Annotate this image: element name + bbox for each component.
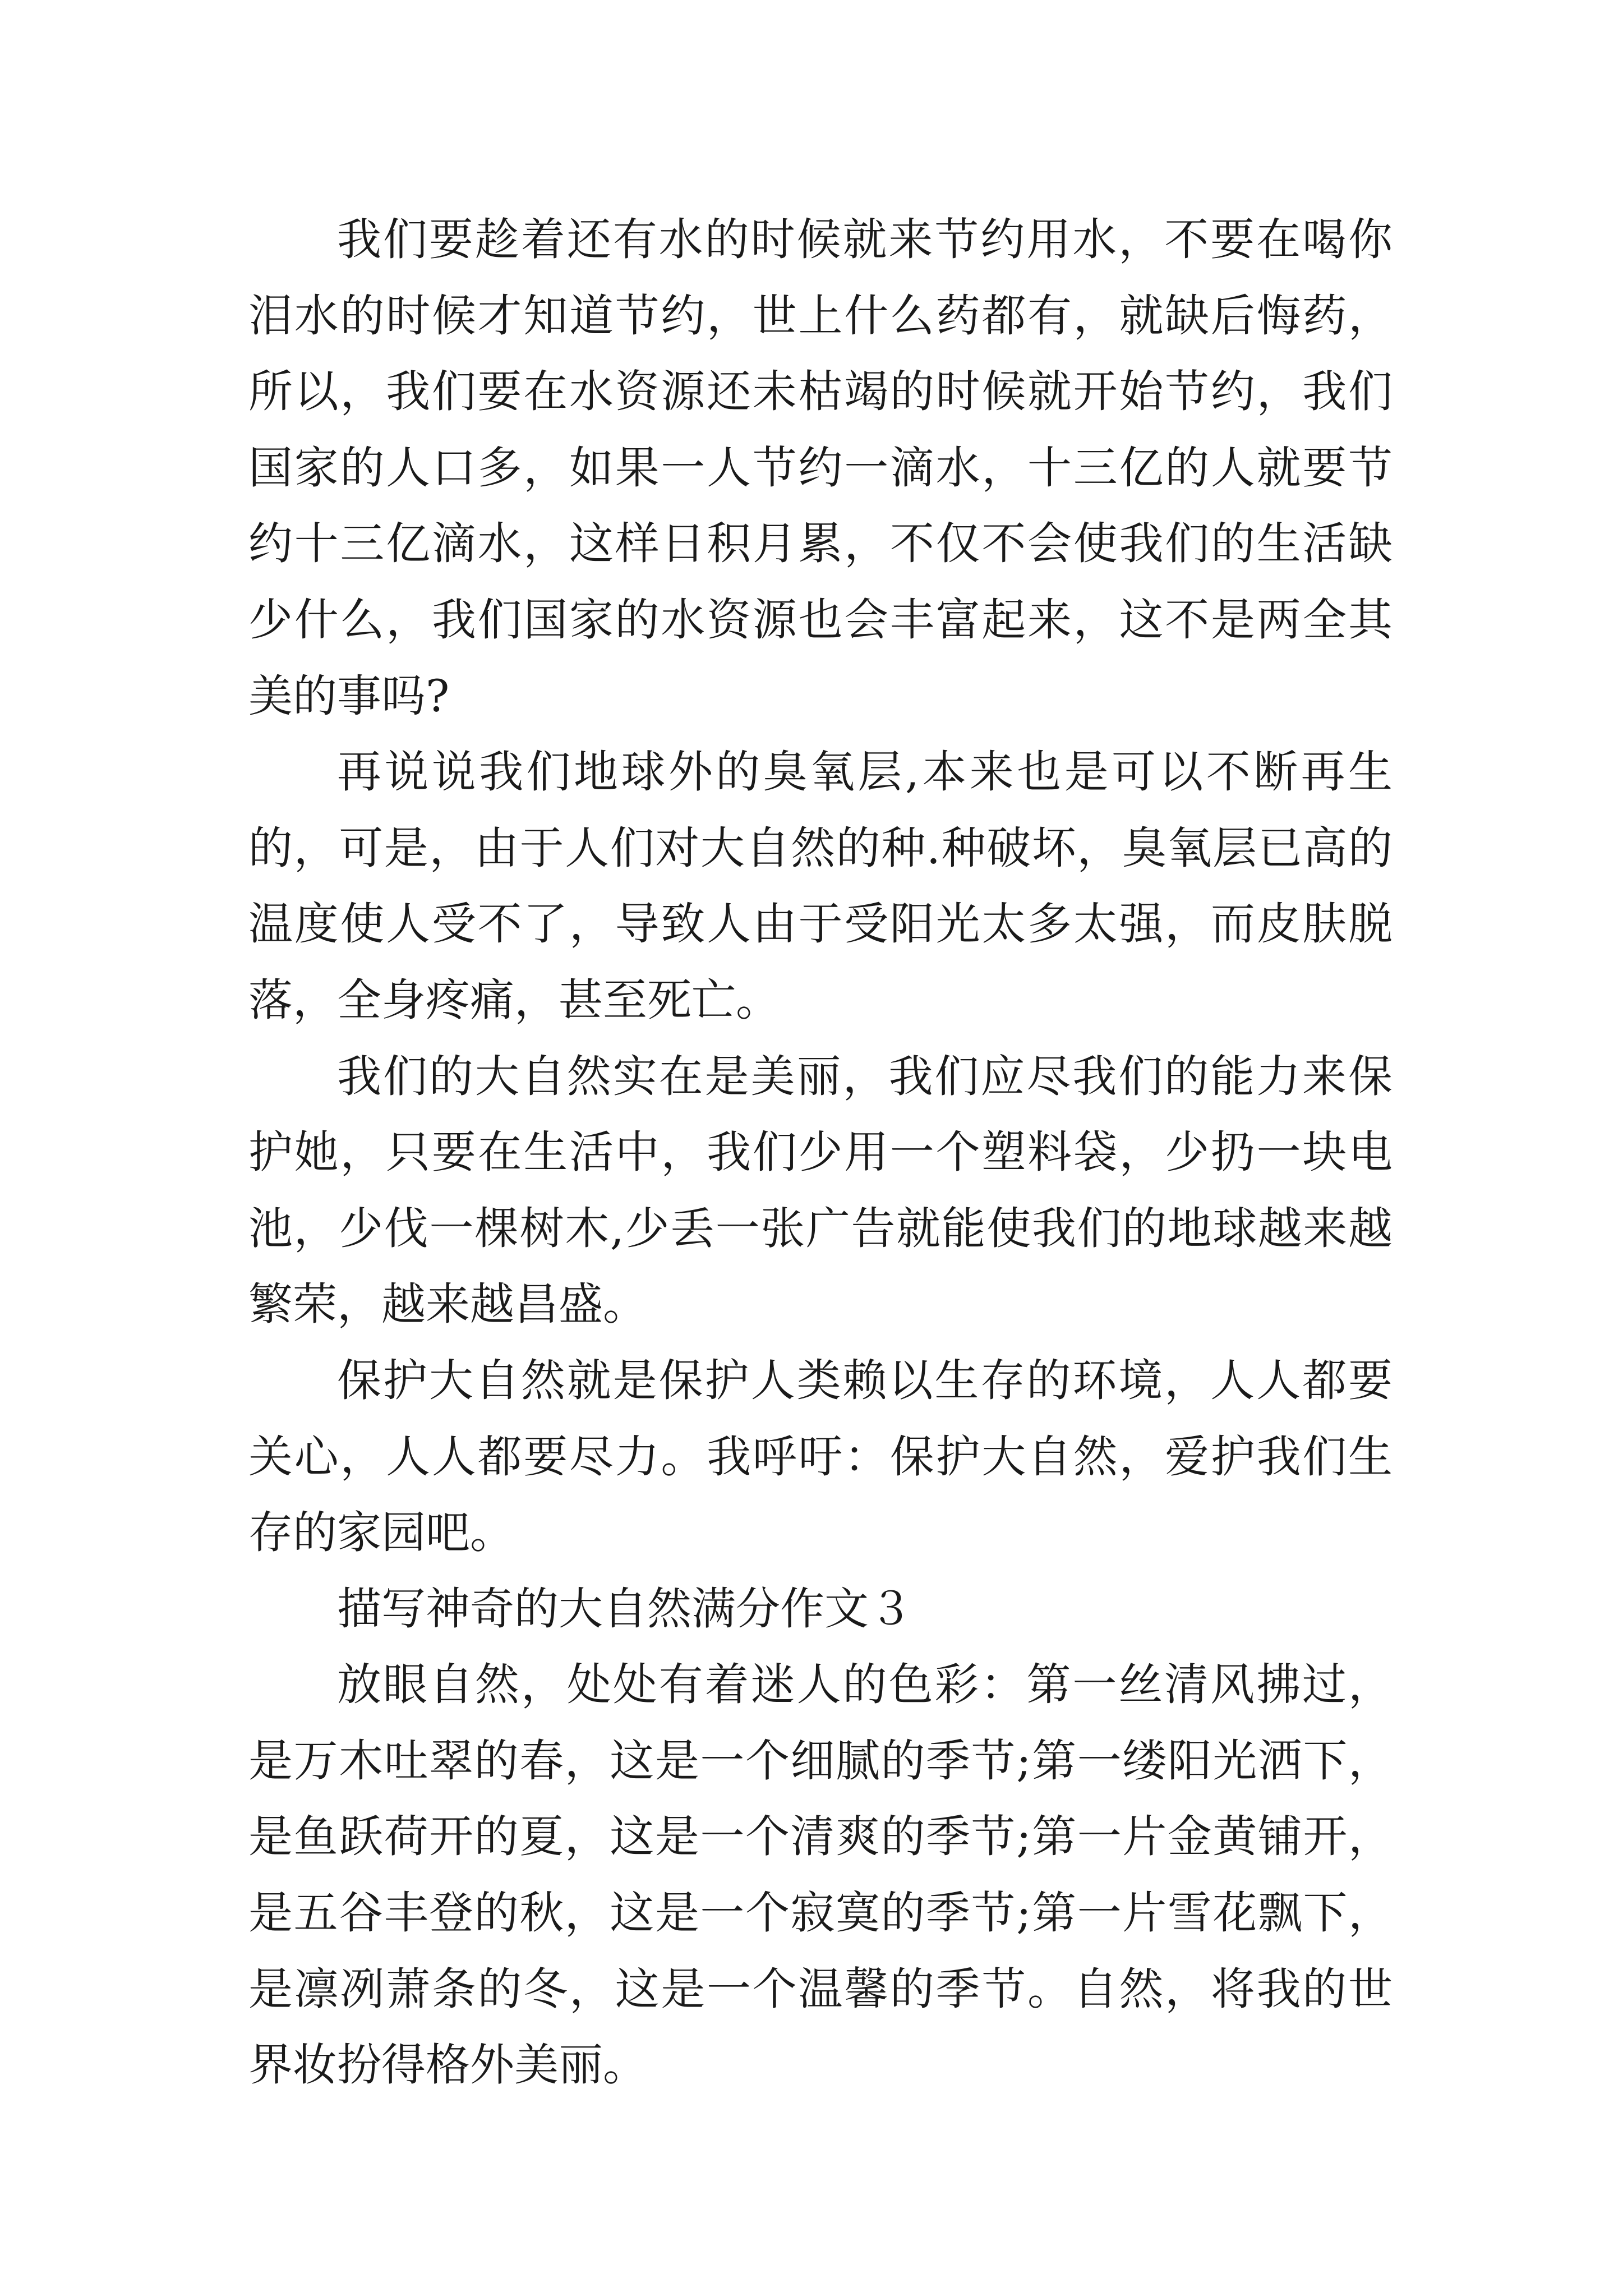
document-body [248, 202, 1393, 2104]
paragraph-protect-nature: 我们的大自然实在是美丽，我们应尽我们的能力来保护她，只要在生活中，我们少用一个塑料袋，少扔一块电池，少伐一棵树木,少丢一张广告就能使我们的地球越来越繁荣，越来越昌盛。 [248, 1050, 1393, 1331]
paragraph-seasons: 放眼自然，处处有着迷人的色彩：第一丝清风拂过，是万木吐翠的春，这是一个细腻的季节;第一缕阳光洒下，是鱼跃荷开的夏，这是一个清爽的季节;第一片金黄铺开，是五谷丰登的秋，这是一个寂寞的季节;第一片雪花飘下，是凛冽萧条的冬，这是一个温馨的季节。自然，将我的世界妆扮得格外美丽。 [248, 1659, 1393, 2091]
section-heading: 描写神奇的大自然满分作文３ [337, 1582, 913, 1635]
paragraph-ozone-layer: 再说说我们地球外的臭氧层,本来也是可以不断再生的，可是，由于人们对大自然的种.种破坏，臭氧层已高的温度使人受不了，导致人由于受阳光太多太强，而皮肤脱落，全身疼痛，甚至死亡。 [248, 746, 1393, 1026]
paragraph-appeal: 保护大自然就是保护人类赖以生存的环境，人人都要关心，人人都要尽力。我呼吁：保护大自然，爱护我们生存的家园吧。 [248, 1354, 1393, 1559]
paragraph-water-saving: 我们要趁着还有水的时候就来节约用水，不要在喝你泪水的时候才知道节约，世上什么药都有，就缺后悔药，所以，我们要在水资源还未枯竭的时候就开始节约，我们国家的人口多，如果一人节约一滴水，十三亿的人就要节约十三亿滴水，这样日积月累，不仅不会使我们的生活缺少什么，我们国家的水资源也会丰富起来，这不是两全其美的事吗? [248, 214, 1393, 722]
